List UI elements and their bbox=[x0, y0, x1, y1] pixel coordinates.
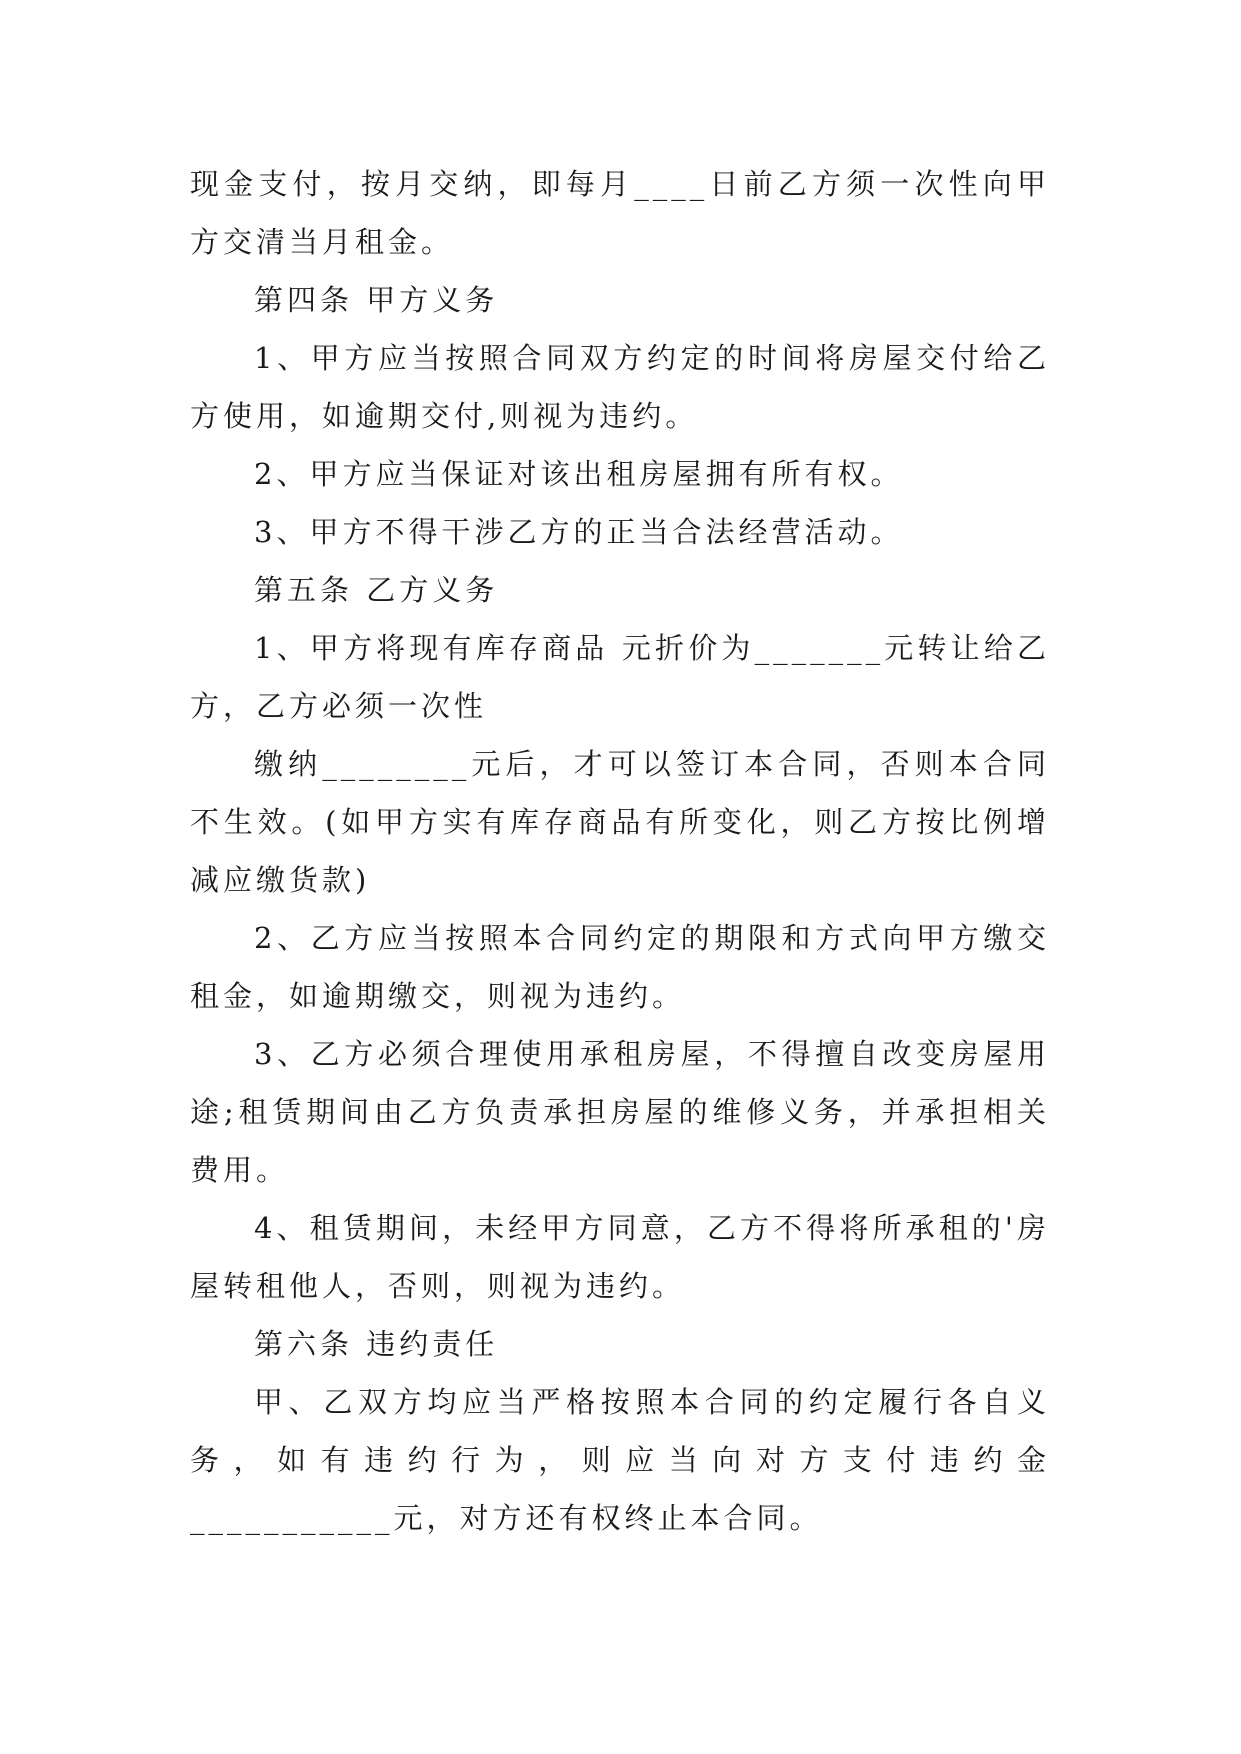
paragraph-article-5-item-1-continued: 缴纳________元后，才可以签订本合同，否则本合同不生效。(如甲方实有库存商品有所变化，则乙方按比例增减应缴货款) bbox=[190, 747, 1050, 897]
paragraph-article-6: 甲、乙双方均应当严格按照本合同的约定履行各自义务，如有违约行为，则应当向对方支付违约金___________元，对方还有权终止本合同。 bbox=[190, 1385, 1050, 1535]
heading-article-6: 第六条 违约责任 bbox=[254, 1327, 499, 1361]
heading-article-5: 第五条 乙方义务 bbox=[254, 573, 499, 607]
paragraph-article-4-item-3: 3、甲方不得干涉乙方的正当合法经营活动。 bbox=[254, 515, 904, 549]
paragraph-article-5-item-1: 1、甲方将现有库存商品 元折价为_______元转让给乙方，乙方必须一次性 bbox=[190, 631, 1050, 723]
paragraph-article-5-item-2: 2、乙方应当按照本合同约定的期限和方式向甲方缴交租金，如逾期缴交，则视为违约。 bbox=[190, 921, 1050, 1013]
paragraph-article-4-item-1: 1、甲方应当按照合同双方约定的时间将房屋交付给乙方使用，如逾期交付,则视为违约。 bbox=[190, 341, 1050, 433]
heading-article-4: 第四条 甲方义务 bbox=[254, 283, 499, 317]
paragraph-article-5-item-4: 4、租赁期间，未经甲方同意，乙方不得将所承租的'房屋转租他人，否则，则视为违约。 bbox=[190, 1211, 1050, 1303]
paragraph-article-4-item-2: 2、甲方应当保证对该出租房屋拥有所有权。 bbox=[254, 457, 904, 491]
document-body bbox=[190, 155, 1050, 1547]
paragraph-payment-terms: 现金支付，按月交纳，即每月____日前乙方须一次性向甲方交清当月租金。 bbox=[190, 167, 1050, 259]
paragraph-article-5-item-3: 3、乙方必须合理使用承租房屋，不得擅自改变房屋用途;租赁期间由乙方负责承担房屋的维修义务，并承担相关费用。 bbox=[190, 1037, 1050, 1187]
